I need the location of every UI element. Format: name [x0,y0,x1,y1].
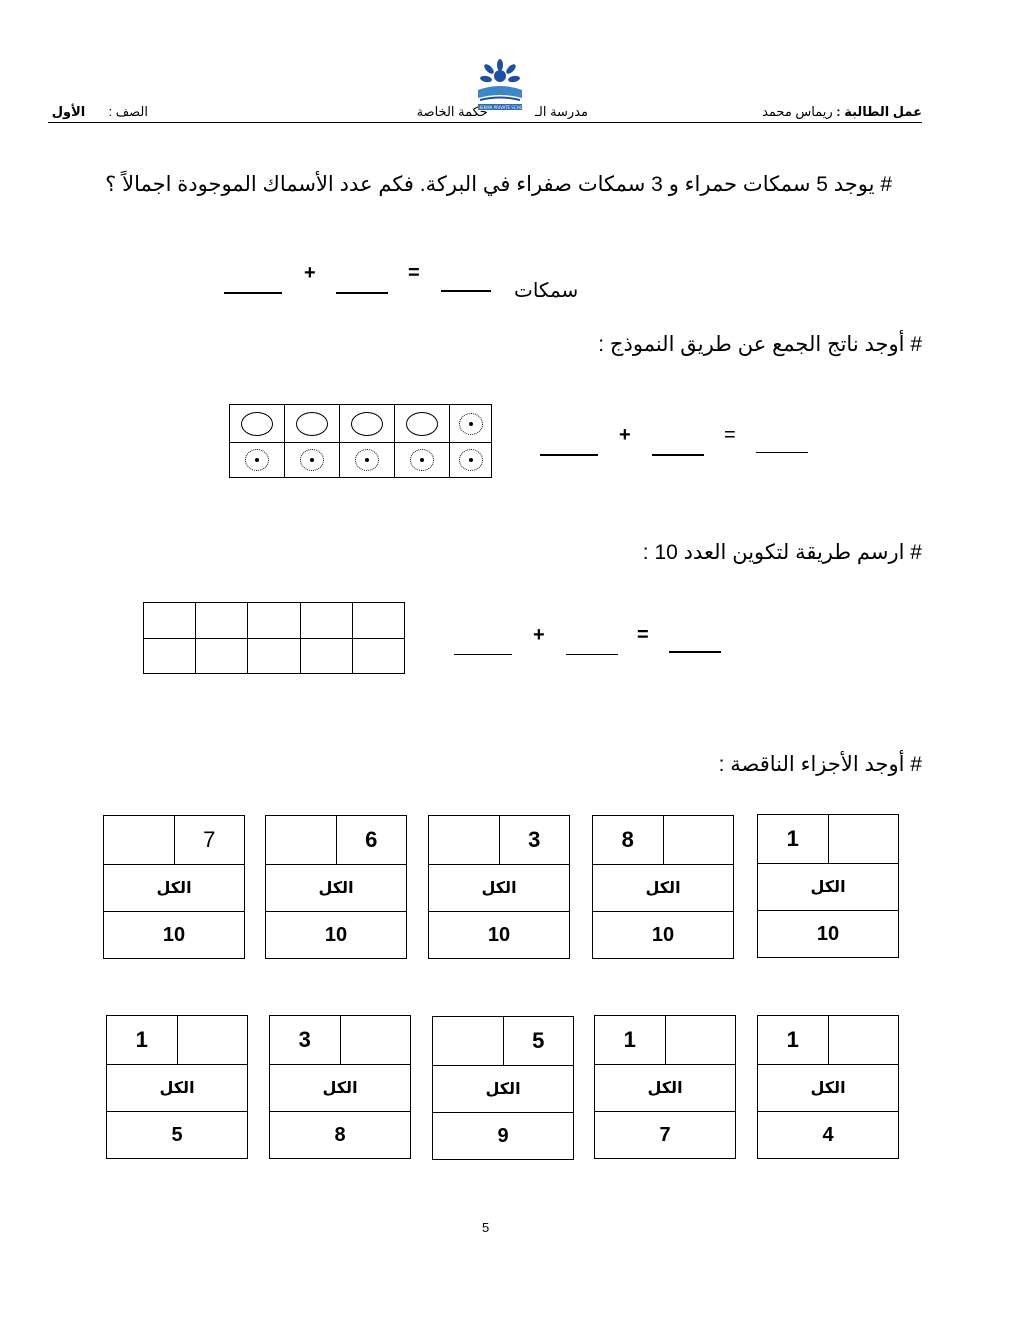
part-whole-box [106,1015,248,1159]
whole-value: 10 [162,923,186,946]
part-whole-box [594,1015,736,1159]
part-left[interactable]: 3 [298,1027,311,1052]
ten-frame-cell [395,405,450,443]
part-right[interactable] [177,1016,248,1064]
empty-counter-icon [241,412,273,436]
q2-plus-sign: + [619,424,631,446]
part-left[interactable] [104,816,174,864]
q3-answer-blank-2[interactable] [566,654,618,655]
ten-frame-cell[interactable] [352,603,404,639]
ten-frame-model [229,404,492,478]
header-divider [48,122,922,123]
part-right[interactable]: 3 [499,816,570,864]
part-whole-box [592,815,734,959]
whole-label: الكل [270,1065,410,1112]
whole-label: الكل [595,1065,735,1112]
ten-frame-cell [230,443,285,478]
q2-answer-blank-2[interactable] [652,454,704,456]
empty-counter-icon [296,412,328,436]
whole-value: 9 [497,1124,509,1147]
q2-equals-sign: = [724,424,736,446]
ten-frame-cell [450,443,492,478]
school-name: حكمة الخاصة [416,104,488,119]
q3-answer-blank-3[interactable] [669,651,721,653]
part-whole-box [265,815,407,959]
q3-plus-sign: + [533,624,545,646]
ten-frame-cell [285,405,340,443]
ten-frame-cell[interactable] [248,638,300,674]
part-whole-box [103,815,245,959]
empty-ten-frame[interactable] [143,602,405,674]
part-whole-box [432,1016,574,1160]
q3-answer-blank-1[interactable] [454,654,512,655]
ten-frame-cell [230,405,285,443]
dotted-counter-icon [459,449,483,471]
class-value: الأول [51,104,86,119]
ten-frame-cell [450,405,492,443]
dotted-counter-icon [355,449,379,471]
whole-value: 10 [816,922,840,945]
ten-frame-cell [285,443,340,478]
whole-value: 5 [171,1123,183,1146]
part-left[interactable]: 1 [623,1027,636,1052]
part-left[interactable]: 1 [786,1027,799,1052]
whole-label: الكل [758,864,898,911]
empty-counter-icon [351,412,383,436]
ten-frame-cell[interactable] [300,638,352,674]
whole-label: الكل [433,1066,573,1113]
whole-value: 4 [822,1123,834,1146]
page-number: 5 [482,1220,490,1235]
q1-equals-sign: = [408,262,420,284]
ten-frame-cell [340,443,395,478]
dotted-counter-icon [300,449,324,471]
ten-frame-cell[interactable] [196,603,248,639]
part-right[interactable]: 6 [336,816,407,864]
whole-value: 10 [487,923,511,946]
q1-answer-blank-2[interactable] [336,292,388,294]
part-right[interactable]: 7 [174,816,245,864]
part-left[interactable]: 8 [621,827,634,852]
q1-plus-sign: + [304,262,316,284]
q1-answer-blank-3[interactable] [441,290,491,292]
part-right[interactable] [663,816,734,864]
ten-frame-cell[interactable] [144,638,196,674]
ten-frame-cell [395,443,450,478]
q2-answer-blank-1[interactable] [540,454,598,456]
part-right[interactable] [828,1016,899,1064]
whole-label: الكل [104,865,244,912]
student-name: ريماس محمد [762,104,833,119]
part-left[interactable] [433,1017,503,1065]
whole-value: 10 [651,923,675,946]
whole-value: 8 [334,1123,346,1146]
q3-equals-sign: = [637,624,649,646]
part-whole-box [428,815,570,959]
ten-frame-cell[interactable] [352,638,404,674]
student-field [762,104,922,120]
ten-frame-cell[interactable] [144,603,196,639]
part-whole-box [269,1015,411,1159]
q1-unit-label: سمكات [514,280,579,302]
dotted-counter-icon [410,449,434,471]
part-right[interactable] [665,1016,736,1064]
whole-label: الكل [266,865,406,912]
class-field [48,104,148,120]
part-left[interactable] [266,816,336,864]
ten-frame-cell[interactable] [248,603,300,639]
part-left[interactable]: 1 [135,1027,148,1052]
q1-answer-blank-1[interactable] [224,292,282,294]
class-label: الصف : [108,104,148,119]
part-whole-box [757,1015,899,1159]
part-right[interactable] [828,815,899,863]
whole-label: الكل [593,865,733,912]
ten-frame-cell [340,405,395,443]
q2-answer-blank-3[interactable] [756,452,808,453]
part-left[interactable] [429,816,499,864]
question-2-text: # أوجد ناتج الجمع عن طريق النموذج : [598,333,922,356]
question-3-text: # ارسم طريقة لتكوين العدد 10 : [642,541,922,564]
ten-frame-cell[interactable] [300,603,352,639]
question-1-text: # يوجد 5 سمكات حمراء و 3 سمكات صفراء في البركة. فكم عدد الأسماك الموجودة اجمالاً ؟ [105,173,892,196]
part-right[interactable] [340,1016,411,1064]
part-right[interactable]: 5 [503,1017,574,1065]
whole-label: الكل [758,1065,898,1112]
student-label: عمل الطالبة : [836,104,922,119]
dotted-counter-icon [459,413,483,435]
empty-counter-icon [406,412,438,436]
whole-value: 7 [659,1123,671,1146]
whole-value: 10 [324,923,348,946]
whole-label: الكل [107,1065,247,1112]
svg-text:AL HEKMA PRIVATE SCHOOL: AL HEKMA PRIVATE SCHOOL [471,105,529,110]
part-left[interactable]: 1 [786,826,799,851]
school-field [417,104,588,120]
whole-label: الكل [429,865,569,912]
school-prefix: مدرسة الـ [535,104,588,119]
question-4-text: # أوجد الأجزاء الناقصة : [718,753,922,776]
dotted-counter-icon [245,449,269,471]
part-whole-box [757,814,899,958]
ten-frame-cell[interactable] [196,638,248,674]
